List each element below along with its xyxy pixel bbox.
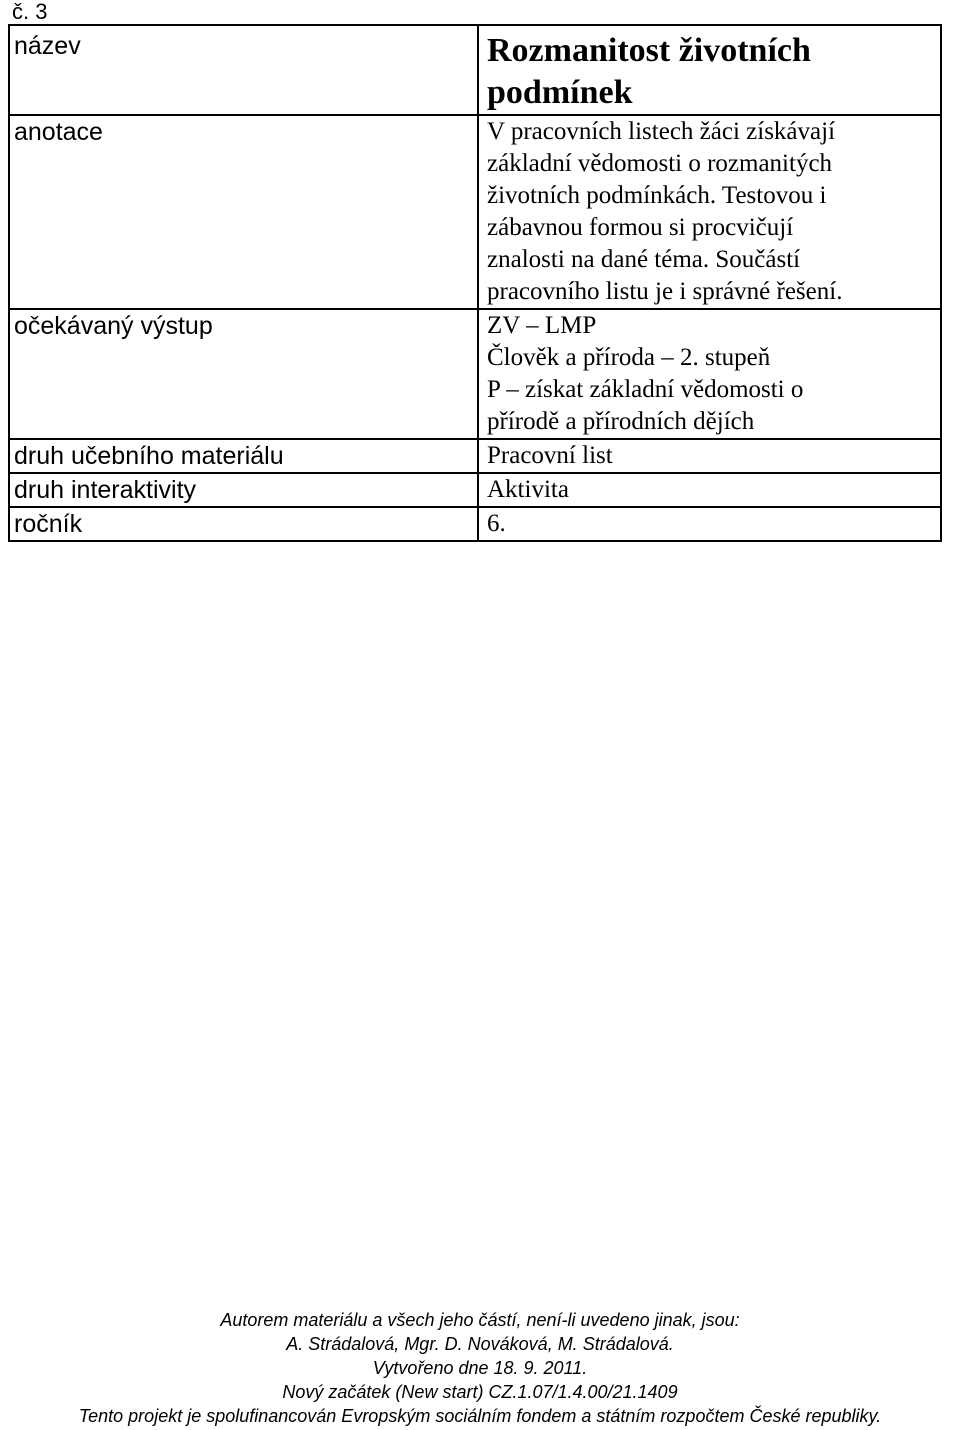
annotation-line: základní vědomosti o rozmanitých bbox=[487, 150, 833, 177]
table-row-name bbox=[9, 25, 941, 115]
annotation-label: anotace bbox=[9, 115, 478, 309]
footer-authors-line: Autorem materiálu a všech jeho částí, není-li uvedeno jinak, jsou: bbox=[220, 1310, 740, 1330]
annotation-line: V pracovních listech žáci získávají bbox=[487, 118, 836, 145]
name-value bbox=[478, 25, 941, 115]
title-line-2: podmínek bbox=[487, 74, 633, 111]
outcome-line: Člověk a příroda – 2. stupeň bbox=[487, 344, 771, 371]
annotation-line: životních podmínkách. Testovou i bbox=[487, 182, 827, 209]
footer-project-line: Nový začátek (New start) CZ.1.07/1.4.00/21.1409 bbox=[282, 1382, 678, 1402]
grade-label: ročník bbox=[9, 507, 478, 541]
outcome-line: ZV – LMP bbox=[487, 312, 597, 339]
material-type-label: druh učebního materiálu bbox=[9, 439, 478, 473]
table-row-grade bbox=[9, 507, 941, 541]
outcome-value bbox=[478, 309, 941, 439]
interactivity-label: druh interaktivity bbox=[9, 473, 478, 507]
footer-funding-line: Tento projekt je spolufinancován Evropským sociálním fondem a státním rozpočtem České republiky. bbox=[78, 1406, 882, 1426]
table-row-outcome bbox=[9, 309, 941, 439]
title-line-1: Rozmanitost životních bbox=[487, 32, 811, 69]
annotation-line: zábavnou formou si procvičují bbox=[487, 214, 794, 241]
footer-names-line: A. Strádalová, Mgr. D. Nováková, M. Strádalová. bbox=[286, 1334, 674, 1354]
table-row-annotation bbox=[9, 115, 941, 309]
outcome-label: očekávaný výstup bbox=[9, 309, 478, 439]
annotation-line: znalosti na dané téma. Součástí bbox=[487, 246, 801, 273]
grade-value: 6. bbox=[478, 507, 941, 541]
annotation-line: pracovního listu je i správné řešení. bbox=[487, 278, 843, 305]
interactivity-value: Aktivita bbox=[478, 473, 941, 507]
outcome-line: přírodě a přírodních dějích bbox=[487, 408, 755, 435]
table-row-material-type bbox=[9, 439, 941, 473]
material-type-value: Pracovní list bbox=[478, 439, 941, 473]
annotation-value bbox=[478, 115, 941, 309]
table-row-interactivity bbox=[9, 473, 941, 507]
footer-created-line: Vytvořeno dne 18. 9. 2011. bbox=[372, 1358, 588, 1378]
footer bbox=[0, 1308, 960, 1428]
name-label: název bbox=[9, 25, 478, 115]
document-number: č. 3 bbox=[12, 0, 48, 24]
outcome-line: P – získat základní vědomosti o bbox=[487, 376, 804, 403]
metadata-table bbox=[8, 24, 942, 542]
